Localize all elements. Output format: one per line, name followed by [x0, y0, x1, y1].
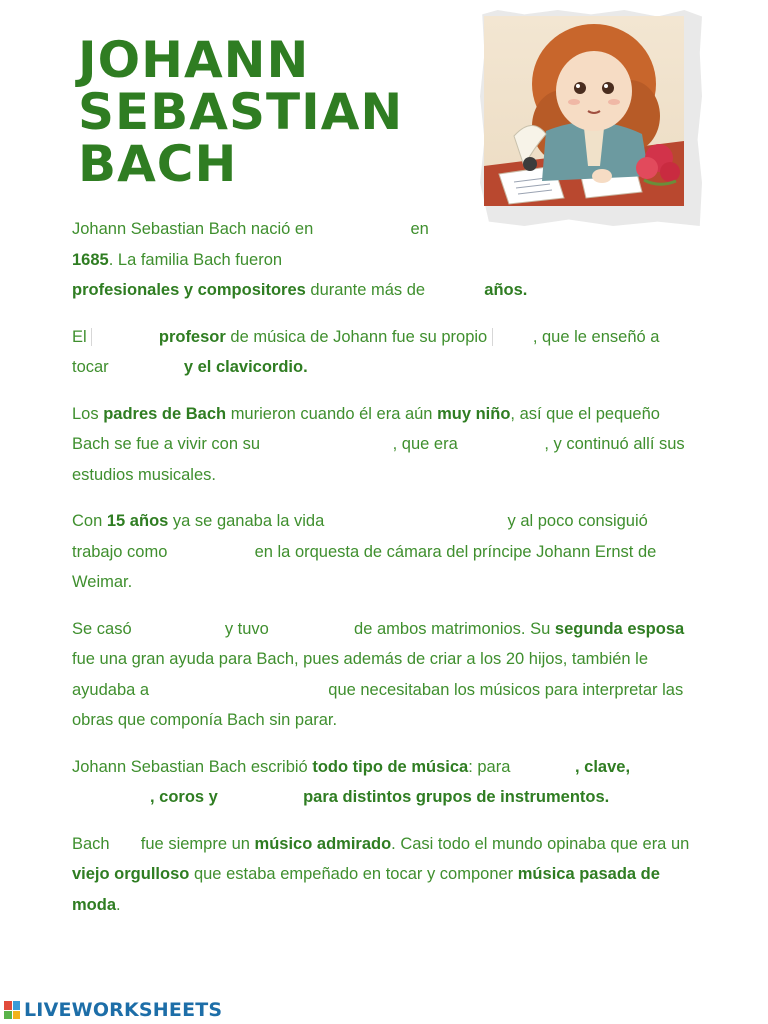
title-line-2: SEBASTIAN	[78, 83, 404, 141]
text: Johann Sebastian Bach nació en	[72, 220, 314, 238]
answer-blank[interactable]	[329, 513, 503, 531]
text: . La familia Bach fueron	[108, 250, 283, 269]
answer-blank[interactable]	[154, 681, 324, 699]
bold-text: años.	[484, 281, 528, 299]
answer-blank[interactable]	[492, 328, 533, 346]
answer-blank[interactable]	[113, 359, 179, 377]
bold-text: profesionales y compositores	[72, 281, 306, 299]
answer-blank[interactable]	[433, 221, 473, 239]
text: El	[72, 327, 87, 346]
year: 1685	[72, 250, 109, 269]
text: : para	[468, 757, 511, 776]
text: de música de Johann fue su propio	[230, 327, 488, 346]
bold-text: muy niño	[437, 404, 511, 423]
text: Bach	[72, 834, 110, 853]
text: durante más de	[310, 281, 426, 299]
text: Con	[72, 512, 103, 530]
bold-text: viejo orgulloso	[72, 865, 190, 883]
brand-name: LIVEWORKSHEETS	[24, 999, 223, 1021]
text: . Casi todo el mundo opinaba que era un	[391, 834, 690, 853]
paragraph-3	[72, 399, 692, 491]
answer-blank[interactable]	[91, 328, 154, 346]
text: murieron cuando él era aún	[230, 404, 433, 423]
answer-blank[interactable]	[114, 835, 136, 853]
text: , y continuó allí sus estudios musicales.	[72, 435, 685, 484]
paragraph-1	[72, 214, 692, 306]
text: , que le enseñó a tocar	[72, 327, 660, 376]
answer-blank[interactable]	[462, 436, 544, 454]
bold-text: para distintos grupos de instrumentos.	[303, 788, 610, 806]
bold-text: , coros y	[150, 788, 218, 806]
paragraph-4	[72, 506, 692, 598]
text: en la orquesta de cámara del príncipe Johann Ernst de Weimar.	[72, 542, 657, 591]
text: y tuvo	[224, 619, 269, 638]
bold-text: 15 años	[106, 512, 169, 530]
answer-blank[interactable]	[430, 282, 480, 300]
title-line-1: JOHANN	[78, 31, 310, 89]
text: y al poco consiguió trabajo como	[72, 512, 648, 561]
bold-text: profesor	[158, 327, 226, 346]
bold-text: música pasada de moda	[72, 865, 660, 914]
text: que estaba empeñado en tocar y componer	[193, 865, 514, 883]
paragraph-2	[72, 322, 692, 383]
answer-blank[interactable]	[287, 251, 367, 269]
answer-blank[interactable]	[172, 543, 250, 561]
answer-blank[interactable]	[273, 620, 349, 638]
bold-text: todo tipo de música	[312, 757, 469, 776]
answer-blank[interactable]	[318, 221, 406, 239]
page-title	[78, 31, 438, 193]
answer-blank[interactable]	[222, 789, 298, 807]
text: Los	[72, 404, 99, 423]
text: .	[116, 895, 121, 914]
bach-illustration	[484, 16, 684, 206]
text: ya se ganaba la vida	[172, 512, 325, 530]
worksheet-text	[72, 214, 692, 936]
title-line-3: BACH	[78, 135, 238, 193]
text: , que era	[392, 435, 458, 453]
answer-blank[interactable]	[515, 758, 575, 776]
text: Johann Sebastian Bach escribió	[72, 757, 308, 776]
paragraph-6	[72, 752, 692, 813]
answer-blank[interactable]	[265, 436, 393, 454]
text: Se casó	[72, 619, 132, 638]
text: de ambos matrimonios. Su	[354, 619, 551, 638]
bold-text: segunda esposa	[554, 619, 685, 638]
liveworksheets-logo-icon	[4, 1001, 20, 1019]
text: , así que el pequeño Bach se fue a vivir con su	[72, 404, 660, 453]
paragraph-5	[72, 614, 692, 736]
paragraph-7	[72, 829, 692, 921]
answer-blank[interactable]	[136, 620, 220, 638]
text: en	[410, 220, 429, 238]
bold-text: músico admirado	[254, 834, 392, 853]
bold-text: , clave,	[574, 757, 631, 776]
text: fue siempre un	[140, 834, 250, 853]
bold-text: y el clavicordio.	[183, 358, 308, 376]
text: que necesitaban los músicos para interpretar las obras que componía Bach sin parar.	[72, 680, 684, 729]
liveworksheets-brand	[4, 998, 222, 1022]
bold-text: padres de Bach	[103, 404, 227, 423]
text: fue una gran ayuda para Bach, pues además de criar a los 20 hijos, también le ayudaba a	[72, 650, 649, 699]
answer-blank[interactable]	[72, 789, 150, 807]
